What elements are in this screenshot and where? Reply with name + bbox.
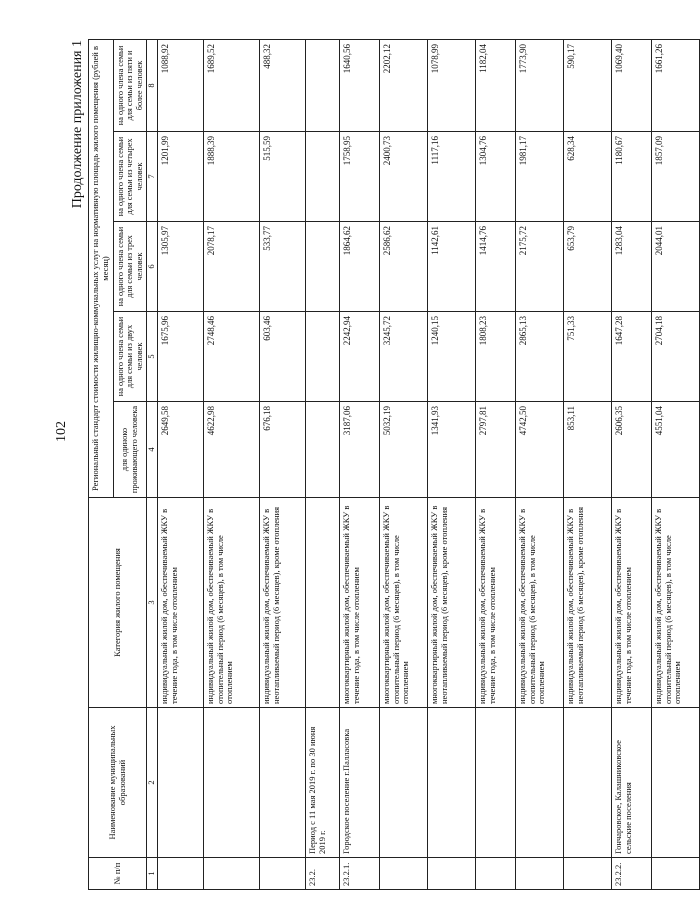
category-cell: многоквартирный жилой дом, обеспечиваемый ЖКУ в неотапливаемый период (6 месяцев), кроме отопления	[427, 498, 475, 708]
category-cell: индивидуальный жилой дом, обеспечиваемый ЖКУ в отопительный период (6 месяцев), в том числе отоплением	[203, 498, 259, 708]
value-cell: 1864,62	[339, 222, 379, 312]
value-cell: 2175,72	[515, 222, 563, 312]
value-cell: 1283,04	[611, 222, 651, 312]
table-row	[259, 39, 305, 889]
table-row	[339, 39, 379, 889]
rotated-page-content	[70, 40, 683, 890]
table-row	[651, 39, 699, 889]
value-cell: 3187,06	[339, 402, 379, 498]
category-cell: индивидуальный жилой дом, обеспечиваемый ЖКУ в течение года, в том числе отоплением	[611, 498, 651, 708]
table-row	[427, 39, 475, 889]
value-cell: 1304,76	[475, 132, 515, 222]
value-cell: 1182,04	[475, 39, 515, 131]
page-number: 102	[54, 421, 69, 442]
table-row	[611, 39, 651, 889]
sub-col-header: на одного члена семьи для семьи из трех человек	[113, 222, 147, 312]
column-number: 3	[147, 498, 158, 708]
value-cell: 653,79	[563, 222, 611, 312]
row-number-cell	[651, 858, 699, 890]
row-number-cell	[563, 858, 611, 890]
table-row	[157, 39, 203, 889]
category-cell: индивидуальный жилой дом, обеспечиваемый ЖКУ в течение года, в том числе отоплением	[475, 498, 515, 708]
municipality-cell: Период с 11 мая 2019 г. по 30 июня 2019 г.	[305, 708, 339, 858]
municipality-cell	[475, 708, 515, 858]
appendix-title: Продолжение приложения 1	[70, 40, 85, 209]
table-row	[379, 39, 427, 889]
sub-col-header: на одного члена семьи для семьи из двух человек	[113, 312, 147, 402]
category-cell: индивидуальный жилой дом, обеспечиваемый ЖКУ в неотапливаемый период (6 месяцев), кроме отопления	[259, 498, 305, 708]
row-number-cell: 23.2.1.	[339, 858, 379, 890]
municipality-cell	[157, 708, 203, 858]
row-number-cell: 23.2.2.	[611, 858, 651, 890]
value-cell: 751,33	[563, 312, 611, 402]
value-cell: 1808,23	[475, 312, 515, 402]
column-number: 8	[147, 39, 158, 131]
value-cell: 2606,35	[611, 402, 651, 498]
column-number: 7	[147, 132, 158, 222]
category-cell: многоквартирный жилой дом, обеспечиваемый ЖКУ в течение года, в том числе отоплением	[339, 498, 379, 708]
value-cell	[305, 39, 339, 131]
table-row	[203, 39, 259, 889]
column-number: 6	[147, 222, 158, 312]
value-cell: 2797,81	[475, 402, 515, 498]
row-number-cell	[379, 858, 427, 890]
column-number-row	[147, 39, 158, 889]
municipality-cell	[563, 708, 611, 858]
sub-col-header: на одного члена семьи для семьи из четырех человек	[113, 132, 147, 222]
value-cell: 4551,04	[651, 402, 699, 498]
category-cell: индивидуальный жилой дом, обеспечиваемый ЖКУ в отопительный период (6 месяцев), в том числе отоплением	[515, 498, 563, 708]
value-cell: 1888,39	[203, 132, 259, 222]
value-cell: 5032,19	[379, 402, 427, 498]
value-cell: 1647,28	[611, 312, 651, 402]
table-row	[515, 39, 563, 889]
value-cell: 533,77	[259, 222, 305, 312]
value-cell: 1201,99	[157, 132, 203, 222]
row-number-cell	[515, 858, 563, 890]
value-cell: 1981,17	[515, 132, 563, 222]
category-cell	[305, 498, 339, 708]
row-number-cell	[475, 858, 515, 890]
municipality-cell: Городское поселение г.Палласовка	[339, 708, 379, 858]
municipality-cell	[379, 708, 427, 858]
value-cell: 1240,15	[427, 312, 475, 402]
value-cell: 1661,26	[651, 39, 699, 131]
value-cell: 2044,01	[651, 222, 699, 312]
value-cell: 1088,92	[157, 39, 203, 131]
value-cell	[305, 132, 339, 222]
row-number-cell: 23.2.	[305, 858, 339, 890]
table-row	[475, 39, 515, 889]
value-cell: 1305,97	[157, 222, 203, 312]
value-cell: 2704,18	[651, 312, 699, 402]
value-cell: 1069,40	[611, 39, 651, 131]
col-category-header: Категория жилого помещения	[89, 498, 147, 708]
tariff-table	[88, 39, 700, 890]
category-cell: многоквартирный жилой дом, обеспечиваемый ЖКУ в отопительный период (6 месяцев), в том числе отоплением	[379, 498, 427, 708]
municipality-cell	[427, 708, 475, 858]
value-cell: 676,18	[259, 402, 305, 498]
value-cell: 2748,46	[203, 312, 259, 402]
value-cell: 1180,67	[611, 132, 651, 222]
value-cell: 1857,09	[651, 132, 699, 222]
value-cell: 1341,93	[427, 402, 475, 498]
value-cell: 1675,96	[157, 312, 203, 402]
value-cell: 488,32	[259, 39, 305, 131]
value-cell: 1414,76	[475, 222, 515, 312]
column-number: 5	[147, 312, 158, 402]
value-cell: 1689,52	[203, 39, 259, 131]
value-cell: 4742,50	[515, 402, 563, 498]
municipality-cell	[203, 708, 259, 858]
value-cell: 1773,90	[515, 39, 563, 131]
value-cell: 1078,99	[427, 39, 475, 131]
column-number: 4	[147, 402, 158, 498]
value-cell: 4622,98	[203, 402, 259, 498]
value-cell: 2586,62	[379, 222, 427, 312]
municipality-cell	[515, 708, 563, 858]
value-cell: 590,17	[563, 39, 611, 131]
value-cell	[305, 402, 339, 498]
row-number-cell	[157, 858, 203, 890]
value-cell: 2078,17	[203, 222, 259, 312]
category-cell: индивидуальный жилой дом, обеспечиваемый ЖКУ в неотапливаемый период (6 месяцев), кроме отопления	[563, 498, 611, 708]
col-standard-header: Региональный стандарт стоимости жилищно-коммунальных услуг на нормативную площадь жилого помещения (рублей в месяц)	[89, 39, 114, 497]
value-cell: 515,59	[259, 132, 305, 222]
col-municipality-header: Наименование муниципальных образований	[89, 708, 147, 858]
value-cell: 2242,94	[339, 312, 379, 402]
value-cell: 853,11	[563, 402, 611, 498]
value-cell: 1142,61	[427, 222, 475, 312]
value-cell: 603,46	[259, 312, 305, 402]
value-cell	[305, 222, 339, 312]
row-number-cell	[259, 858, 305, 890]
value-cell: 2649,58	[157, 402, 203, 498]
value-cell: 1758,95	[339, 132, 379, 222]
column-number: 2	[147, 708, 158, 858]
municipality-cell	[651, 708, 699, 858]
table-row	[305, 39, 339, 889]
col-no-header: № п/п	[89, 858, 147, 890]
sub-col-header: для одиноко проживающего человека	[113, 402, 147, 498]
row-number-cell	[203, 858, 259, 890]
value-cell	[305, 312, 339, 402]
value-cell: 628,34	[563, 132, 611, 222]
municipality-cell: Гончаровское, Калашниковское сельские поселения	[611, 708, 651, 858]
category-cell: индивидуальный жилой дом, обеспечиваемый ЖКУ в течение года, в том числе отоплением	[157, 498, 203, 708]
category-cell: индивидуальный жилой дом, обеспечиваемый ЖКУ в отопительный период (6 месяцев), в том числе отоплением	[651, 498, 699, 708]
row-number-cell	[427, 858, 475, 890]
value-cell: 2400,73	[379, 132, 427, 222]
municipality-cell	[259, 708, 305, 858]
column-number: 1	[147, 858, 158, 890]
value-cell: 3245,72	[379, 312, 427, 402]
sub-col-header: на одного члена семьи для семьи из пяти и более человек	[113, 39, 147, 131]
value-cell: 1117,16	[427, 132, 475, 222]
header-row	[89, 39, 114, 889]
table-body	[157, 39, 699, 889]
value-cell: 2202,12	[379, 39, 427, 131]
value-cell: 2865,13	[515, 312, 563, 402]
table-row	[563, 39, 611, 889]
value-cell: 1640,56	[339, 39, 379, 131]
